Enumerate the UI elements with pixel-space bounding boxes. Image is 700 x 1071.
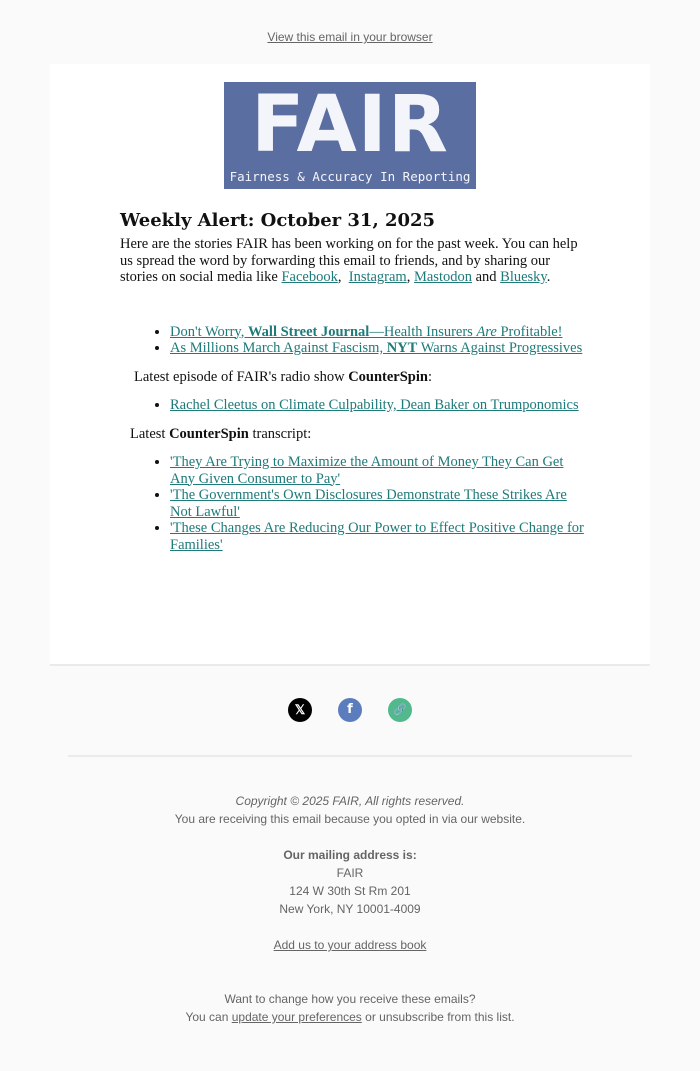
address-street: 124 W 30th St Rm 201 (289, 884, 411, 898)
mailing-address-label: Our mailing address is: (283, 848, 417, 862)
story-text: Warns Against Progressives (417, 340, 583, 356)
mastodon-link[interactable]: Mastodon (413, 269, 472, 285)
logo-title: FAIR (251, 80, 449, 170)
story-link-2[interactable] (170, 340, 582, 356)
address-city: New York, NY 10001-4009 (279, 902, 421, 916)
story-text: —Health Insurers (369, 323, 477, 340)
label-text: Latest (130, 425, 170, 442)
transcripts-list (120, 454, 590, 553)
story-link-1[interactable] (170, 324, 563, 340)
episode-link[interactable]: Rachel Cleetus on Climate Culpability, Dean Baker on Trumponomics (170, 397, 579, 413)
transcript-label (130, 426, 590, 443)
logo-subtitle: Fairness & Accuracy In Reporting (229, 169, 471, 184)
label-text: : (427, 368, 432, 385)
facebook-icon[interactable]: f (338, 698, 362, 722)
label-text: Latest episode of FAIR's radio show (134, 368, 349, 385)
unsubscribe-text: or unsubscribe from this list. (361, 1010, 515, 1024)
opt-in-reason: You are receiving this email because you opted in via our website. (174, 812, 526, 826)
label-bold: CounterSpin (169, 425, 249, 442)
preferences-line (0, 1008, 700, 1026)
view-in-browser (0, 30, 700, 44)
list-item (170, 487, 590, 520)
story-bold: NYT (386, 340, 418, 356)
add-address-book-link[interactable]: Add us to your address book (273, 938, 427, 952)
list-item (170, 324, 590, 341)
label-text: transcript: (248, 425, 312, 442)
page-title: Weekly Alert: October 31, 2025 (120, 210, 436, 231)
bluesky-link[interactable]: Bluesky (500, 269, 547, 285)
label-bold: CounterSpin (348, 368, 428, 385)
view-in-browser-link[interactable]: View this email in your browser (267, 30, 433, 44)
link-icon[interactable]: 🔗 (388, 698, 412, 722)
footer (0, 792, 700, 1026)
content (120, 210, 590, 553)
transcript-link-1[interactable]: 'They Are Trying to Maximize the Amount of Money They Can Get Any Given Consumer to Pay' (170, 454, 564, 487)
x-icon[interactable]: 𝕏 (288, 698, 312, 722)
list-item (170, 520, 590, 553)
transcript-link-3[interactable]: 'These Changes Are Reducing Our Power to Effect Positive Change for Families' (170, 520, 584, 553)
address-org: FAIR (336, 866, 364, 880)
text: You can (185, 1010, 232, 1024)
instagram-link[interactable]: Instagram (348, 269, 407, 285)
social-links (0, 698, 700, 722)
copyright: Copyright © 2025 FAIR, All rights reserved. (235, 794, 465, 808)
story-text: Profitable! (496, 323, 563, 340)
fair-logo[interactable] (224, 82, 476, 189)
list-item (170, 397, 590, 414)
story-bold: Wall Street Journal (247, 323, 370, 340)
footer-divider (68, 755, 632, 757)
list-item (170, 340, 590, 357)
change-prompt: Want to change how you receive these emails? (224, 992, 476, 1006)
and-text: and (475, 269, 497, 285)
facebook-link[interactable]: Facebook (281, 269, 338, 285)
stories-list (120, 324, 590, 357)
transcript-link-2[interactable]: 'The Government's Own Disclosures Demonstrate These Strikes Are Not Lawful' (170, 487, 567, 520)
list-item (170, 454, 590, 487)
radio-label (134, 369, 590, 386)
email-body-card (50, 64, 650, 666)
intro-text: Here are the stories FAIR has been working on for the past week. You can help us spread the word by forwarding this email to friends, and by sharing our stories on social media like (120, 236, 578, 285)
update-preferences-link[interactable]: update your preferences (231, 1010, 362, 1024)
episodes-list (120, 397, 590, 414)
intro-paragraph: Here are the stories FAIR has been working on for the past week. You can help us spread the word by forwarding this email to friends, and by sharing our stories on social media like Facebook, Instagram, Mastodon and Bluesky. (120, 236, 578, 285)
story-text: Don't Worry, (170, 323, 248, 340)
story-italic: Are (476, 323, 497, 340)
story-text: As Millions March Against Fascism, (170, 340, 387, 356)
